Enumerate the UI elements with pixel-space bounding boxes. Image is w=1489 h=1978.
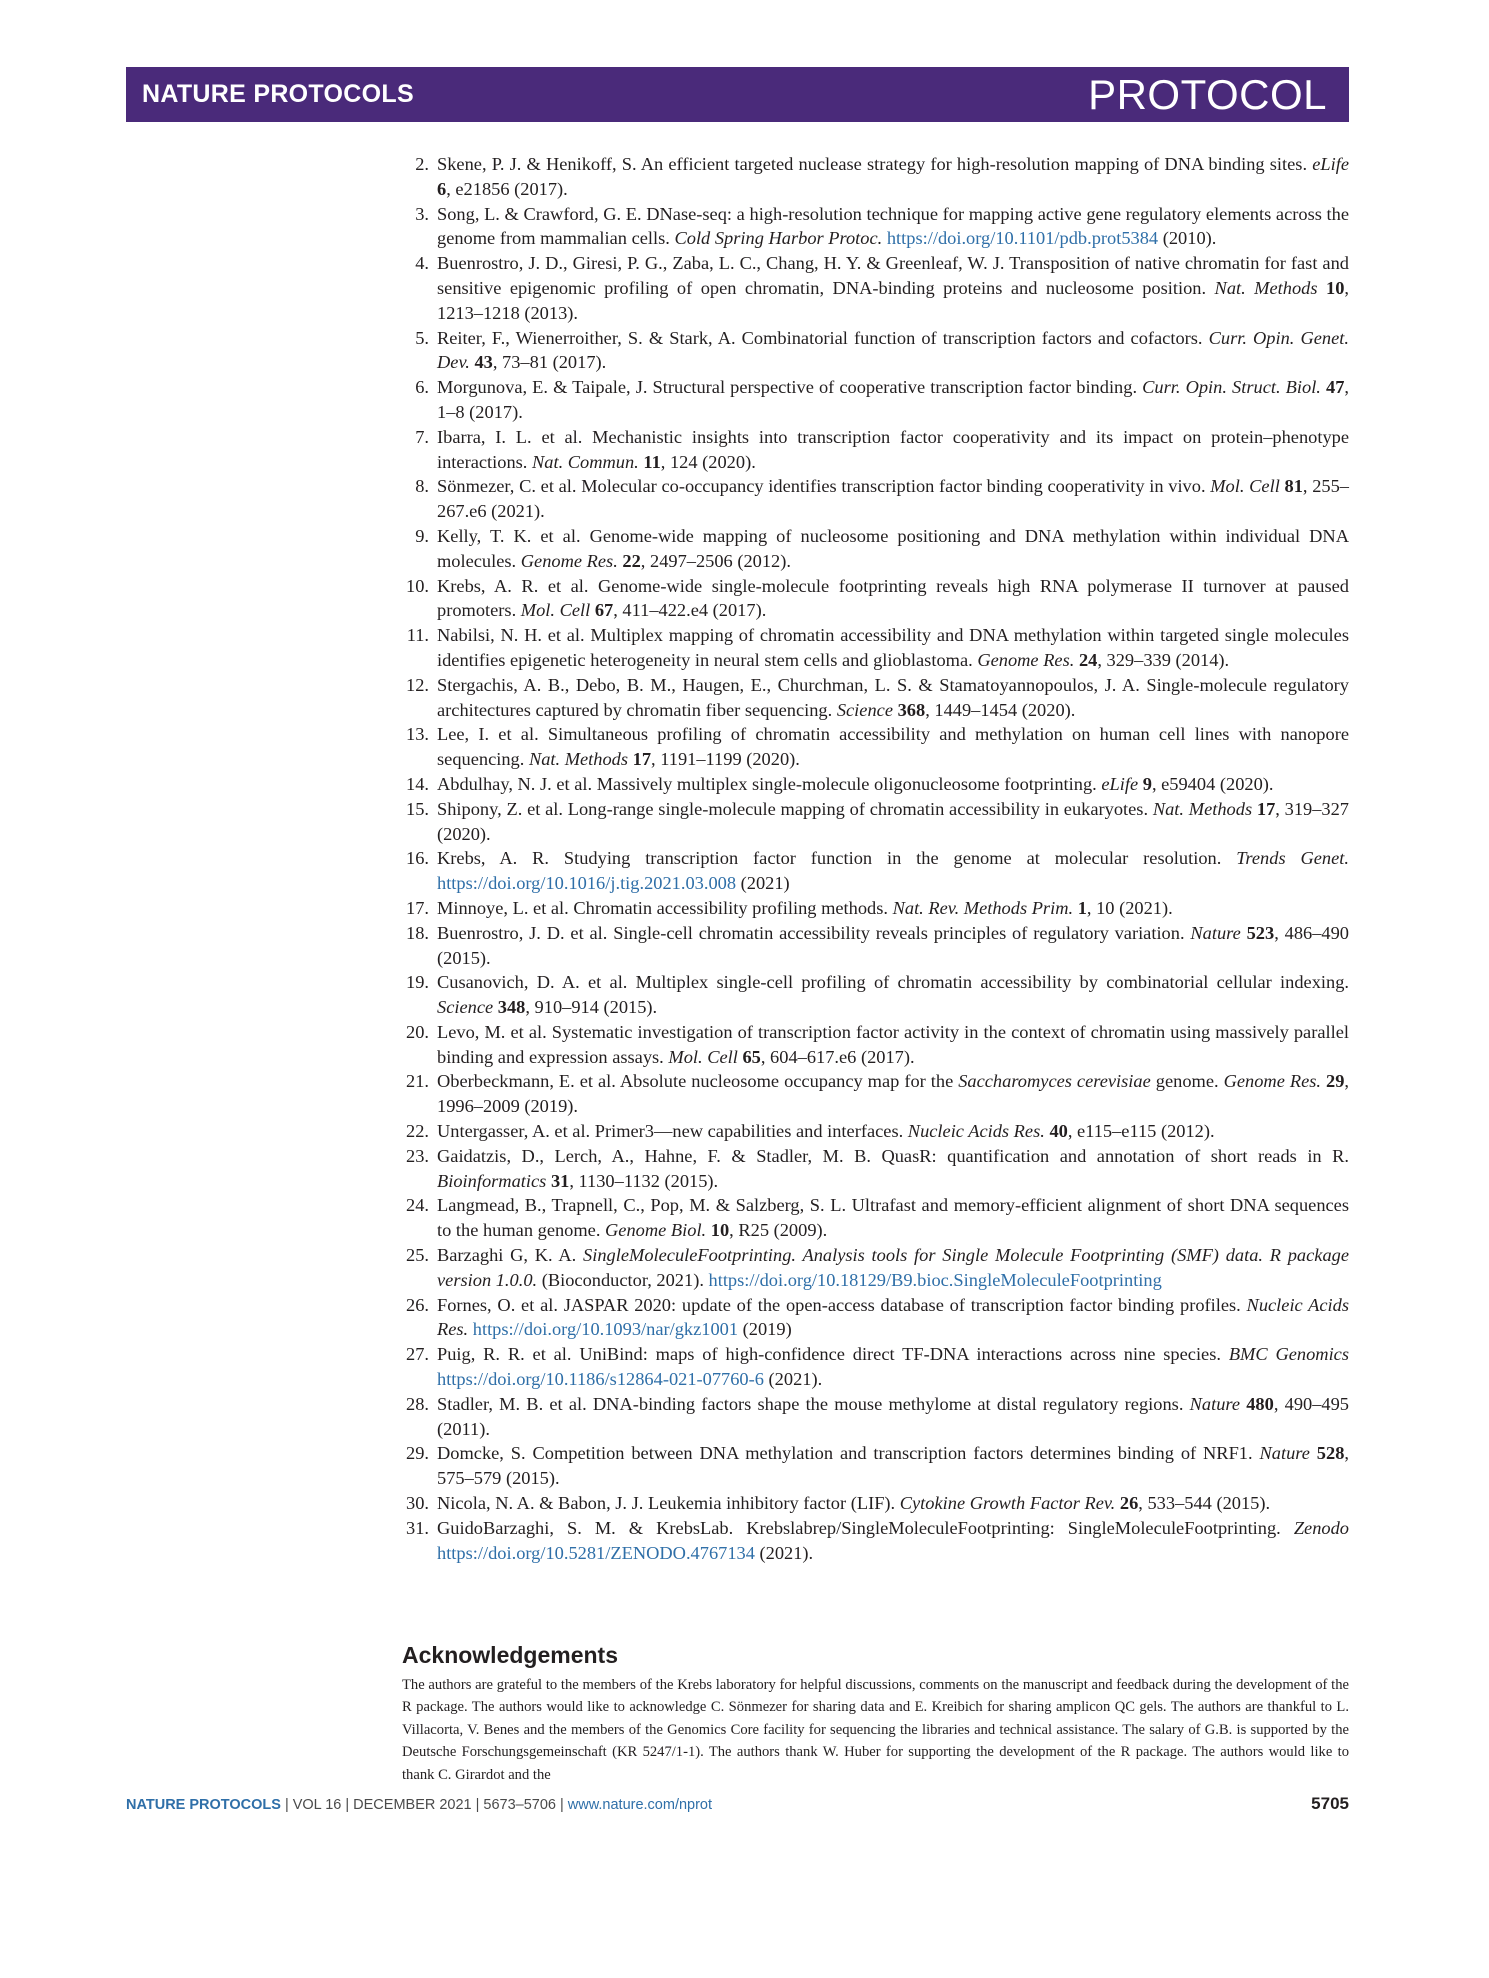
reference-number: 10. — [406, 575, 429, 596]
reference-volume: 11 — [643, 451, 661, 472]
reference-item — [402, 623, 1349, 673]
reference-text: , 1–8 (2017). — [437, 377, 1349, 422]
reference-number: 22. — [406, 1121, 429, 1142]
reference-text: , 329–339 (2014). — [1097, 649, 1230, 670]
reference-number: 25. — [406, 1245, 429, 1266]
reference-item — [402, 1392, 1349, 1442]
reference-volume: 40 — [1049, 1121, 1068, 1142]
reference-volume: 31 — [550, 1170, 570, 1191]
footer-separator: | — [345, 1797, 350, 1813]
reference-volume: 67 — [594, 600, 614, 621]
reference-text: , 1130–1132 (2015). — [569, 1170, 719, 1191]
reference-item — [402, 251, 1349, 325]
reference-journal: Bioinformatics — [437, 1170, 547, 1191]
reference-text: Cusanovich, D. A. et al. Multiplex single-cell profiling of chromatin accessibility by combinatorial cellular indexing. — [437, 972, 1349, 993]
reference-text: Lee, I. et al. Simultaneous profiling of chromatin accessibility and methylation on human cell lines with nanopore sequencing. — [437, 724, 1349, 770]
reference-text: Stergachis, A. B., Debo, B. M., Haugen, E., Churchman, L. S. & Stamatoyannopoulos, J. A. Single-molecule regulatory architectures captured by chromatin fiber sequencing. — [437, 674, 1349, 720]
reference-item — [402, 797, 1349, 847]
reference-number: 8. — [415, 476, 429, 497]
reference-list — [402, 152, 1349, 1565]
reference-volume: 10 — [1326, 277, 1345, 298]
reference-text: Gaidatzis, D., Lerch, A., Hahne, F. & Stadler, M. B. QuasR: quantification and annotation of short reads in R. — [437, 1145, 1349, 1166]
reference-text: (2019) — [738, 1319, 792, 1340]
reference-text: Skene, P. J. & Henikoff, S. An efficient targeted nuclease strategy for high-resolution mapping of DNA binding sites. — [437, 154, 1313, 174]
reference-item — [402, 1144, 1349, 1194]
reference-volume: 480 — [1246, 1393, 1274, 1414]
reference-text: , 124 (2020). — [660, 451, 756, 472]
reference-item — [402, 722, 1349, 772]
reference-text: Reiter, F., Wienerroither, S. & Stark, A. Combinatorial function of transcription factors and cofactors. — [437, 327, 1209, 348]
acknowledgements-body: The authors are grateful to the members of the Krebs laboratory for helpful discussions, comments on the manuscript and feedback during the development of the R package. The authors would like to acknowledge C. Sönmezer for sharing data and E. Kreibich for sharing amplicon QC gels. The authors are thankful to L. Villacorta, V. Benes and the members of the Genomics Core facility for sequencing the libraries and technical assistance. The salary of G.B. is supported by the Deutsche Forschungsgemeinschaft (KR 5247/1-1). The authors thank W. Huber for supporting the development of the R package. The authors would like to thank C. Girardot and the — [402, 1677, 1349, 1783]
reference-text: genome. — [1150, 1071, 1224, 1092]
reference-text: (2010). — [1158, 228, 1217, 249]
reference-text — [1318, 278, 1326, 298]
reference-number: 9. — [415, 525, 429, 546]
reference-item — [402, 1516, 1349, 1566]
reference-item — [402, 846, 1349, 896]
reference-volume: 348 — [497, 997, 526, 1018]
page-footer — [126, 1794, 1349, 1814]
reference-item — [402, 425, 1349, 475]
reference-text: , 319–327 (2020). — [437, 798, 1349, 844]
reference-text: Buenrostro, J. D. et al. Single-cell chromatin accessibility reveals principles of regulatory variation. — [437, 922, 1191, 943]
reference-journal: Nat. Rev. Methods Prim. — [892, 897, 1074, 918]
reference-number: 13. — [406, 724, 429, 745]
reference-journal: Mol. Cell — [668, 1046, 738, 1067]
reference-item — [402, 1342, 1349, 1392]
reference-doi-link[interactable]: https://doi.org/10.1186/s12864-021-07760-6 — [437, 1369, 764, 1390]
reference-item — [402, 474, 1349, 524]
reference-number: 3. — [415, 203, 429, 224]
reference-journal: eLife — [1101, 773, 1139, 794]
reference-item — [402, 772, 1349, 797]
reference-volume: 1 — [1077, 897, 1087, 918]
reference-journal: Saccharomyces cerevisiae — [958, 1071, 1151, 1092]
reference-text: , 255–267.e6 (2021). — [437, 476, 1349, 522]
reference-volume: 528 — [1316, 1443, 1345, 1464]
reference-text: Kelly, T. K. et al. Genome-wide mapping of nucleosome positioning and DNA methylation within individual DNA molecules. — [437, 525, 1349, 571]
footer-page-range: 5673–5706 — [483, 1797, 556, 1813]
reference-journal: Mol. Cell — [520, 600, 591, 621]
reference-text: Barzaghi G, K. A. — [437, 1245, 584, 1266]
reference-text: (2021). — [754, 1542, 814, 1563]
reference-volume: 29 — [1326, 1071, 1345, 1092]
reference-item — [402, 1293, 1349, 1343]
reference-doi-link[interactable]: https://doi.org/10.5281/ZENODO.4767134 — [437, 1542, 755, 1563]
reference-text: , 1213–1218 (2013). — [437, 277, 1349, 323]
reference-journal: Cold Spring Harbor Protoc. — [674, 228, 883, 249]
reference-text: (Bioconductor, 2021). — [537, 1269, 709, 1290]
reference-text: Krebs, A. R. et al. Genome-wide single-molecule footprinting reveals high RNA polymerase II turnover at paused promoters. — [437, 575, 1349, 621]
reference-journal: Nucleic Acids Res. — [907, 1121, 1045, 1142]
reference-text: , 1449–1454 (2020). — [925, 699, 1076, 720]
reference-text: Sönmezer, C. et al. Molecular co-occupancy identifies transcription factor binding cooperativity in vivo. — [437, 476, 1211, 497]
reference-number: 29. — [406, 1443, 429, 1464]
reference-number: 12. — [406, 674, 429, 695]
reference-number: 16. — [406, 848, 429, 869]
reference-number: 17. — [406, 897, 429, 918]
reference-number: 19. — [406, 972, 429, 993]
reference-number: 28. — [406, 1393, 429, 1414]
reference-item — [402, 375, 1349, 425]
reference-number: 11. — [406, 625, 429, 646]
reference-number: 31. — [406, 1517, 429, 1538]
reference-text: GuidoBarzaghi, S. M. & KrebsLab. Krebslabrep/SingleMoleculeFootprinting: SingleMoleculeFootprinting. — [437, 1517, 1294, 1538]
reference-volume: 9 — [1142, 773, 1152, 794]
reference-volume: 10 — [710, 1220, 730, 1241]
footer-citation — [126, 1797, 712, 1813]
reference-journal: Zenodo — [1293, 1517, 1349, 1538]
reference-number: 18. — [406, 922, 429, 943]
reference-item — [402, 152, 1349, 202]
reference-number: 30. — [406, 1493, 429, 1514]
reference-volume: 81 — [1284, 476, 1303, 497]
reference-text: Untergasser, A. et al. Primer3—new capabilities and interfaces. — [437, 1121, 908, 1142]
reference-text: Buenrostro, J. D., Giresi, P. G., Zaba, L. C., Chang, H. Y. & Greenleaf, W. J. Transposition of native chromatin for fast and sensitive epigenomic profiling of open chromatin, DNA-binding proteins and nucleosome position. — [437, 253, 1349, 298]
reference-text: Song, L. & Crawford, G. E. DNase-seq: a high-resolution technique for mapping active gene regulatory elements across the genome from mammalian cells. — [437, 203, 1349, 249]
reference-text: Shipony, Z. et al. Long-range single-molecule mapping of chromatin accessibility in eukaryotes. — [437, 798, 1153, 819]
footer-separator: | — [559, 1797, 564, 1813]
article-type-label: PROTOCOL — [1088, 70, 1327, 118]
reference-volume: 65 — [742, 1046, 761, 1067]
reference-text: , R25 (2009). — [729, 1220, 828, 1241]
footer-journal: NATURE PROTOCOLS — [126, 1797, 281, 1813]
acknowledgements-heading: Acknowledgements — [402, 1642, 618, 1668]
reference-text: , 486–490 (2015). — [437, 922, 1349, 968]
reference-number: 23. — [406, 1145, 429, 1166]
reference-number: 4. — [415, 253, 429, 274]
reference-item — [402, 1119, 1349, 1144]
reference-text: , 490–495 (2011). — [437, 1393, 1349, 1439]
reference-journal: Genome Biol. — [605, 1220, 707, 1241]
footer-separator: | — [284, 1797, 289, 1813]
reference-item — [402, 1193, 1349, 1243]
reference-item — [402, 1020, 1349, 1070]
reference-journal: SingleMoleculeFootprinting. Analysis tools for Single Molecule Footprinting (SMF) data. R package version 1.0.0. — [437, 1245, 1350, 1290]
reference-journal: Genome Res. — [977, 649, 1075, 670]
reference-text: Minnoye, L. et al. Chromatin accessibility profiling methods. — [437, 897, 893, 918]
reference-volume: 6 — [437, 178, 447, 199]
reference-number: 21. — [406, 1071, 429, 1092]
reference-text — [1310, 1443, 1317, 1463]
reference-doi-link[interactable]: https://doi.org/10.1093/nar/gkz1001 — [472, 1319, 739, 1340]
reference-number: 2. — [415, 154, 429, 174]
reference-volume: 43 — [474, 352, 493, 373]
reference-text: Domcke, S. Competition between DNA methylation and transcription factors determines binding of NRF1. — [437, 1443, 1260, 1464]
footer-separator: | — [475, 1797, 480, 1813]
reference-journal: Nat. Methods — [1152, 798, 1253, 819]
reference-volume: 17 — [1256, 798, 1276, 819]
reference-journal: Nat. Methods — [1214, 277, 1318, 298]
reference-item — [402, 970, 1349, 1020]
reference-item — [402, 896, 1349, 921]
reference-doi-link[interactable]: https://doi.org/10.1016/j.tig.2021.03.008 — [437, 873, 737, 894]
reference-journal: Nat. Commun. — [532, 451, 639, 472]
reference-text: , 575–579 (2015). — [437, 1443, 1349, 1489]
reference-journal: Nature — [1189, 1393, 1241, 1414]
reference-volume: 22 — [622, 550, 641, 571]
reference-journal: BMC Genomics — [1228, 1344, 1350, 1365]
reference-journal: Science — [836, 699, 893, 720]
reference-text: (2021). — [763, 1369, 823, 1390]
reference-item — [402, 1491, 1349, 1516]
reference-text: , 2497–2506 (2012). — [640, 550, 791, 571]
reference-text: Morgunova, E. & Taipale, J. Structural perspective of cooperative transcription factor binding. — [437, 377, 1143, 398]
reference-text: , 604–617.e6 (2017). — [760, 1046, 915, 1067]
reference-item — [402, 673, 1349, 723]
reference-text: , 10 (2021). — [1086, 897, 1173, 918]
reference-item — [402, 1441, 1349, 1491]
reference-text: Krebs, A. R. Studying transcription factor function in the genome at molecular resolution. — [437, 848, 1237, 869]
reference-number: 24. — [406, 1195, 429, 1216]
reference-text: , 1191–1199 (2020). — [651, 749, 800, 770]
reference-journal: Nat. Methods — [528, 749, 629, 770]
reference-journal: Trends Genet. — [1236, 848, 1349, 869]
reference-volume: 523 — [1246, 922, 1275, 943]
reference-item — [402, 921, 1349, 971]
reference-volume: 47 — [1326, 377, 1345, 398]
page-number: 5705 — [1311, 1794, 1349, 1813]
reference-text: Levo, M. et al. Systematic investigation of transcription factor activity in the context of chromatin using massively parallel binding and expression assays. — [437, 1021, 1349, 1067]
reference-item — [402, 202, 1349, 252]
footer-url-link[interactable]: www.nature.com/nprot — [567, 1797, 713, 1813]
reference-doi-link[interactable]: https://doi.org/10.18129/B9.bioc.SingleMoleculeFootprinting — [708, 1269, 1162, 1290]
reference-number: 7. — [415, 426, 429, 447]
reference-text: , 411–422.e4 (2017). — [613, 600, 767, 621]
reference-text: Nicola, N. A. & Babon, J. J. Leukemia inhibitory factor (LIF). — [437, 1493, 900, 1514]
journal-name: NATURE PROTOCOLS — [142, 80, 414, 108]
reference-volume: 368 — [897, 699, 926, 720]
reference-journal: Cytokine Growth Factor Rev. — [899, 1493, 1116, 1514]
reference-journal: Mol. Cell — [1210, 476, 1280, 497]
reference-volume: 24 — [1078, 649, 1098, 670]
reference-number: 15. — [406, 798, 429, 819]
reference-text: , 73–81 (2017). — [492, 352, 607, 373]
reference-text: Langmead, B., Trapnell, C., Pop, M. & Salzberg, S. L. Ultrafast and memory-efficient alignment of short DNA sequences to the human genome. — [437, 1195, 1349, 1241]
reference-text: , e115–e115 (2012). — [1067, 1121, 1215, 1142]
reference-journal: Nature — [1259, 1443, 1310, 1464]
reference-text: Abdulhay, N. J. et al. Massively multiplex single-molecule oligonucleosome footprinting. — [437, 773, 1102, 794]
reference-journal: Genome Res. — [520, 550, 618, 571]
reference-text: Stadler, M. B. et al. DNA-binding factors shape the mouse methylome at distal regulatory regions. — [437, 1393, 1190, 1414]
reference-journal: Nature — [1190, 922, 1241, 943]
reference-journal: Science — [437, 997, 494, 1018]
reference-text: , 1996–2009 (2019). — [437, 1071, 1349, 1117]
reference-text: Puig, R. R. et al. UniBind: maps of high-confidence direct TF-DNA interactions across nine species. — [437, 1344, 1229, 1365]
reference-number: 6. — [415, 377, 429, 398]
reference-number: 27. — [406, 1344, 429, 1365]
reference-number: 14. — [406, 773, 429, 794]
reference-number: 5. — [415, 327, 429, 348]
footer-date: DECEMBER 2021 — [353, 1797, 472, 1813]
reference-text: , e59404 (2020). — [1151, 773, 1274, 794]
reference-text: Ibarra, I. L. et al. Mechanistic insights into transcription factor cooperativity and its impact on protein–phenotype interactions. — [437, 426, 1349, 472]
reference-number: 26. — [406, 1294, 429, 1315]
reference-volume: 26 — [1119, 1493, 1139, 1514]
reference-item — [402, 1069, 1349, 1119]
reference-text: Oberbeckmann, E. et al. Absolute nucleosome occupancy map for the — [437, 1071, 959, 1092]
reference-number: 20. — [406, 1021, 429, 1042]
reference-text: , 910–914 (2015). — [525, 997, 658, 1018]
reference-text: Nabilsi, N. H. et al. Multiplex mapping of chromatin accessibility and DNA methylation within targeted single molecules identifies epigenetic heterogeneity in neural stem cells and glioblastoma. — [437, 625, 1349, 670]
reference-text: , e21856 (2017). — [446, 178, 568, 199]
reference-journal: Curr. Opin. Genet. Dev. — [437, 327, 1349, 373]
reference-journal: eLife — [1312, 154, 1349, 174]
reference-journal: Genome Res. — [1223, 1071, 1321, 1092]
reference-text: , 533–544 (2015). — [1138, 1493, 1271, 1514]
journal-header-bar — [126, 67, 1349, 122]
reference-volume: 17 — [632, 749, 652, 770]
reference-item — [402, 524, 1349, 574]
footer-volume: VOL 16 — [292, 1797, 342, 1813]
reference-doi-link[interactable]: https://doi.org/10.1101/pdb.prot5384 — [886, 228, 1159, 249]
reference-text: Fornes, O. et al. JASPAR 2020: update of the open-access database of transcription factor binding profiles. — [437, 1294, 1247, 1315]
reference-item — [402, 574, 1349, 624]
reference-journal: Nucleic Acids Res. — [437, 1294, 1349, 1340]
reference-item — [402, 326, 1349, 376]
reference-text: (2021) — [736, 873, 790, 894]
reference-journal: Curr. Opin. Struct. Biol. — [1142, 377, 1321, 398]
reference-item — [402, 1243, 1349, 1293]
